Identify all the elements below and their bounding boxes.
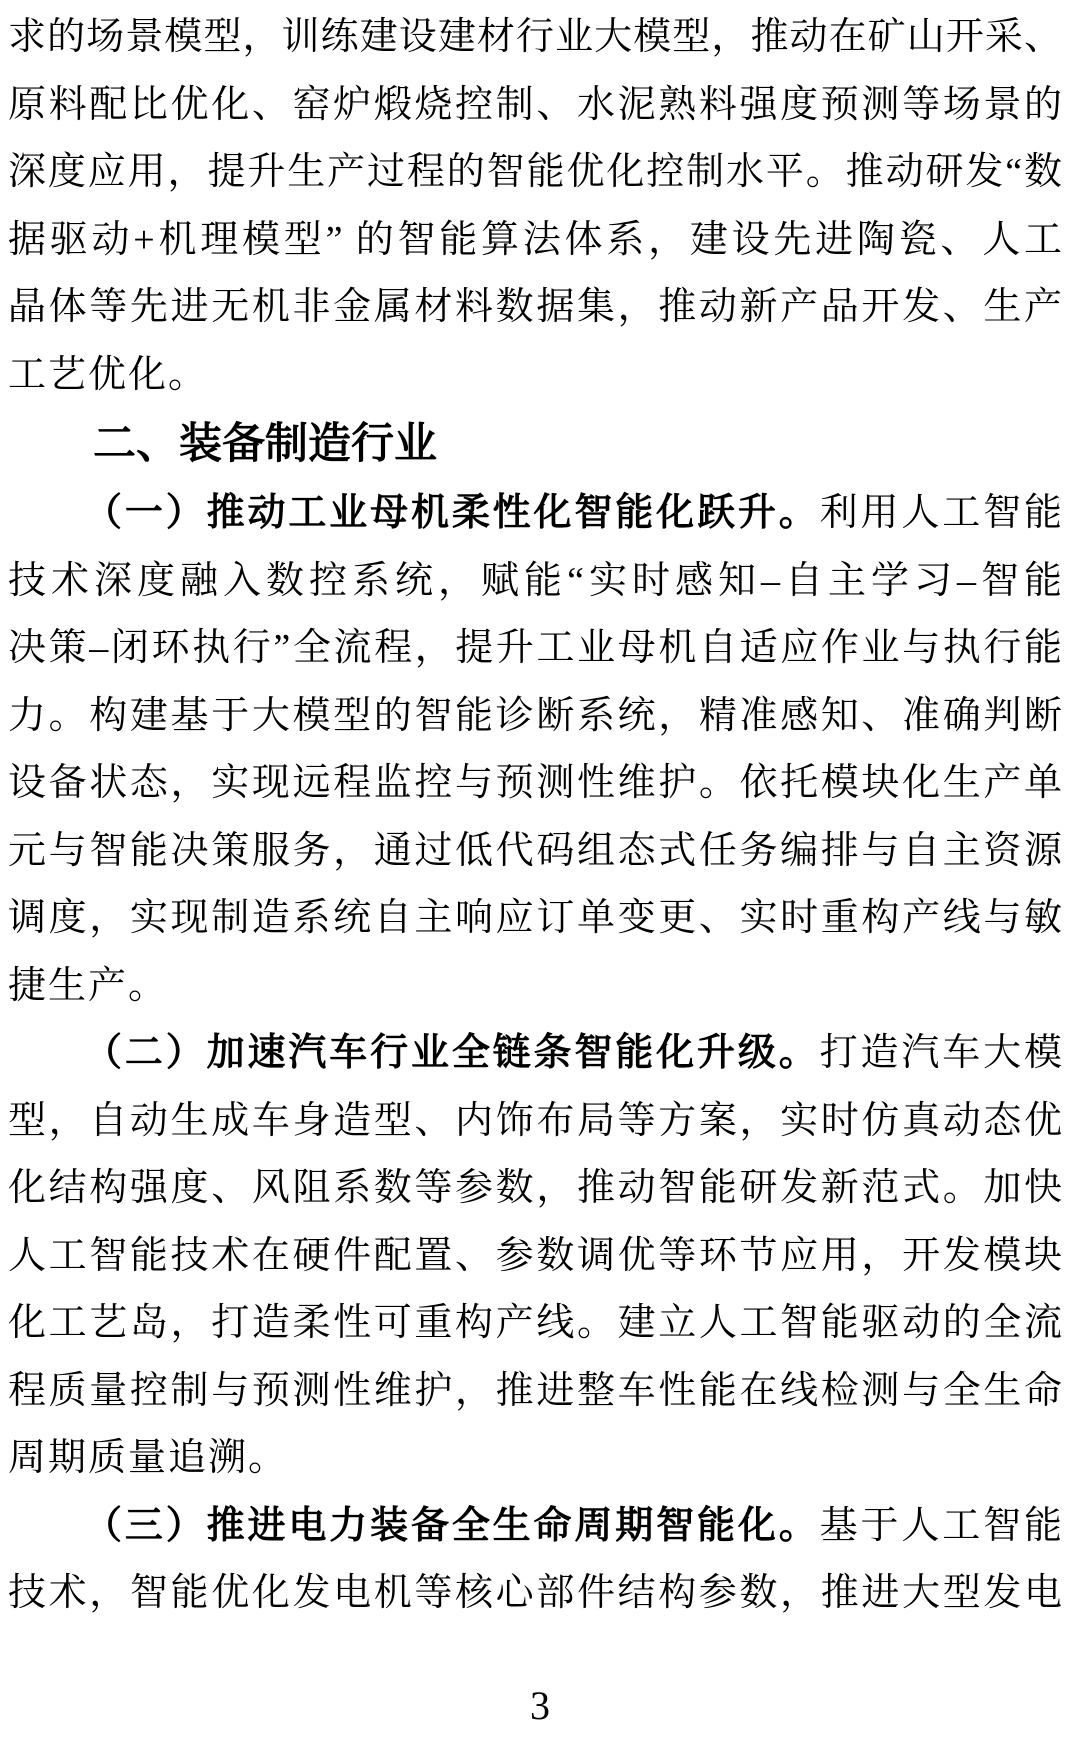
document-text [8, 4, 1062, 1628]
text-line: 技术，智能优化发电机等核心部件结构参数，推进大型发电 [8, 1572, 1062, 1614]
text-line: 型，自动生成车身造型、内饰布局等方案，实时仿真动态优 [8, 1099, 1062, 1142]
text-line: 人工智能技术在硬件配置、参数调优等环节应用，开发模块 [8, 1234, 1062, 1277]
text-line: 技术深度融入数控系统，赋能“实时感知–自主学习–智能 [8, 559, 1062, 602]
paragraph-end-line: 工艺优化。 [8, 353, 209, 396]
text-line: 力。构建基于大模型的智能诊断系统，精准感知、准确判断 [8, 694, 1062, 737]
section-heading: 二、装备制造行业 [93, 420, 437, 468]
text-line: 求的场景模型，训练建设建材行业大模型，推动在矿山开采、 [8, 16, 1062, 58]
item-2-lead-sentence: （二）加速汽车行业全链条智能化升级。 [84, 1032, 820, 1074]
text-line: 调度，实现制造系统自主响应订单变更、实时重构产线与敏 [8, 897, 1062, 939]
text-line: 原料配比优化、窑炉煅烧控制、水泥熟料强度预测等场景的 [8, 83, 1062, 126]
text-line: 化结构强度、风阻系数等参数，推动智能研发新范式。加快 [8, 1167, 1062, 1209]
paragraph-lead-line [8, 480, 1062, 548]
paragraph-end-line: 周期质量追溯。 [8, 1437, 289, 1479]
text-line: 决策–闭环执行”全流程，提升工业母机自适应作业与执行能 [8, 627, 1062, 669]
paragraph-lead-line [8, 1493, 1062, 1561]
paragraph-lead-line [8, 1020, 1062, 1088]
item-3-lead-sentence: （三）推进电力装备全生命周期智能化。 [84, 1504, 820, 1547]
text-line: 据驱动+机理模型” 的智能算法体系，建设先进陶瓷、人工 [8, 218, 1062, 261]
line-text: 利用人工智能 [819, 492, 1062, 534]
text-line: 元与智能决策服务，通过低代码组态式任务编排与自主资源 [8, 829, 1062, 872]
text-line: 设备状态，实现远程监控与预测性维护。依托模块化生产单 [8, 762, 1062, 804]
line-text: 打造汽车大模 [819, 1032, 1062, 1074]
item-1-lead-sentence: （一）推动工业母机柔性化智能化跃升。 [84, 492, 820, 534]
text-line: 晶体等先进无机非金属材料数据集，推动新产品开发、生产 [8, 286, 1062, 328]
line-text: 基于人工智能 [819, 1504, 1062, 1547]
paragraph-end-line: 捷生产。 [8, 964, 169, 1007]
text-line: 程质量控制与预测性维护，推进整车性能在线检测与全生命 [8, 1369, 1062, 1412]
text-line: 化工艺岛，打造柔性可重构产线。建立人工智能驱动的全流 [8, 1302, 1062, 1344]
page-number: 3 [530, 1683, 550, 1728]
text-line: 深度应用，提升生产过程的智能优化控制水平。推动研发“数 [8, 151, 1062, 193]
